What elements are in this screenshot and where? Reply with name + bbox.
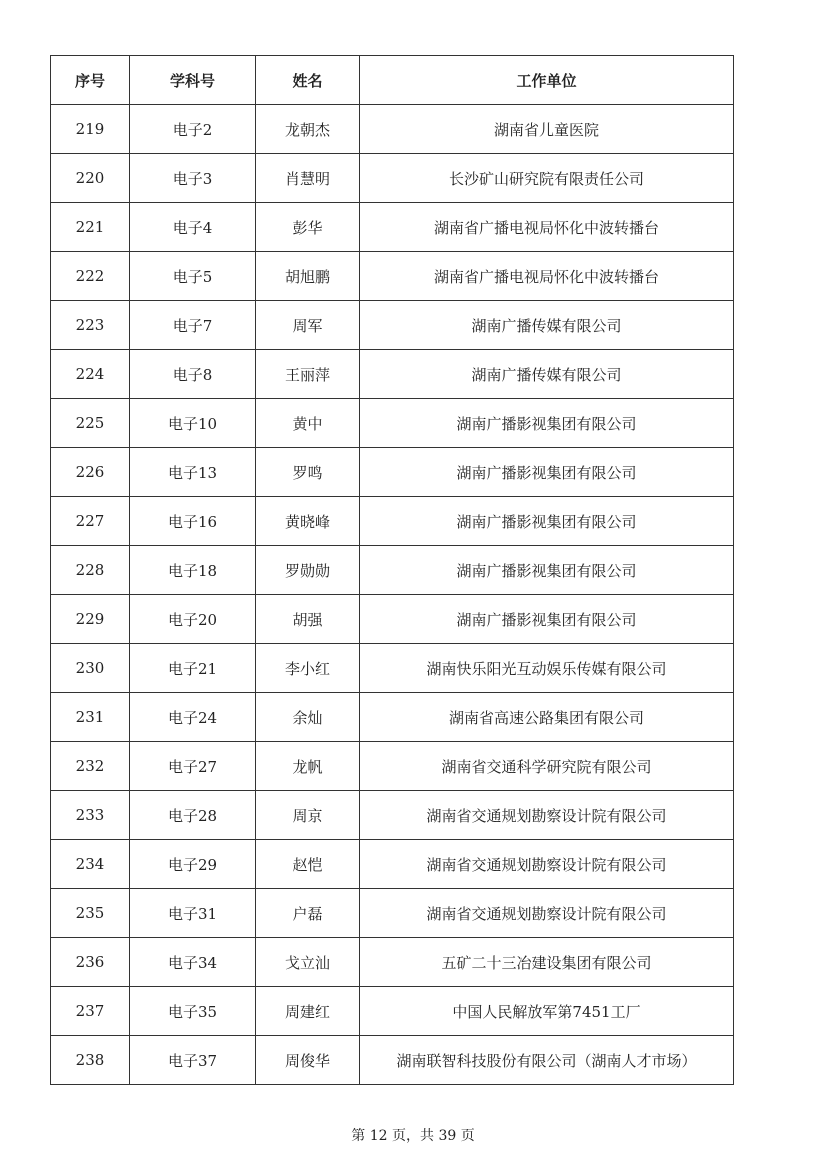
cell-seq: 231 (51, 693, 130, 742)
cell-name: 周建红 (256, 987, 360, 1036)
cell-name: 罗勋勋 (256, 546, 360, 595)
cell-subject-no: 电子24 (130, 693, 256, 742)
personnel-table (50, 55, 734, 1085)
cell-seq: 230 (51, 644, 130, 693)
cell-name: 周军 (256, 301, 360, 350)
cell-name: 王丽萍 (256, 350, 360, 399)
table-row (51, 546, 734, 595)
table-row (51, 938, 734, 987)
cell-seq: 227 (51, 497, 130, 546)
cell-subject-no: 电子10 (130, 399, 256, 448)
table-row (51, 987, 734, 1036)
header-seq: 序号 (51, 56, 130, 105)
cell-name: 龙朝杰 (256, 105, 360, 154)
cell-name: 周俊华 (256, 1036, 360, 1085)
cell-name: 户磊 (256, 889, 360, 938)
cell-work-unit: 湖南省交通规划勘察设计院有限公司 (360, 840, 734, 889)
cell-work-unit: 湖南省儿童医院 (360, 105, 734, 154)
cell-work-unit: 湖南广播影视集团有限公司 (360, 399, 734, 448)
cell-name: 黄晓峰 (256, 497, 360, 546)
table-row (51, 595, 734, 644)
cell-name: 周京 (256, 791, 360, 840)
cell-name: 黄中 (256, 399, 360, 448)
cell-work-unit: 湖南快乐阳光互动娱乐传媒有限公司 (360, 644, 734, 693)
cell-seq: 220 (51, 154, 130, 203)
cell-seq: 237 (51, 987, 130, 1036)
cell-subject-no: 电子29 (130, 840, 256, 889)
cell-name: 胡强 (256, 595, 360, 644)
cell-subject-no: 电子18 (130, 546, 256, 595)
table-row (51, 693, 734, 742)
table-row (51, 252, 734, 301)
cell-subject-no: 电子27 (130, 742, 256, 791)
cell-name: 余灿 (256, 693, 360, 742)
cell-work-unit: 湖南省高速公路集团有限公司 (360, 693, 734, 742)
cell-subject-no: 电子3 (130, 154, 256, 203)
cell-work-unit: 长沙矿山研究院有限责任公司 (360, 154, 734, 203)
cell-seq: 233 (51, 791, 130, 840)
table-header-row (51, 56, 734, 105)
table-row (51, 644, 734, 693)
header-work-unit: 工作单位 (360, 56, 734, 105)
table-row (51, 448, 734, 497)
cell-seq: 223 (51, 301, 130, 350)
cell-name: 胡旭鹏 (256, 252, 360, 301)
cell-subject-no: 电子31 (130, 889, 256, 938)
table-row (51, 1036, 734, 1085)
cell-seq: 219 (51, 105, 130, 154)
cell-subject-no: 电子28 (130, 791, 256, 840)
cell-subject-no: 电子37 (130, 1036, 256, 1085)
cell-work-unit: 湖南省交通规划勘察设计院有限公司 (360, 791, 734, 840)
cell-work-unit: 湖南广播影视集团有限公司 (360, 448, 734, 497)
cell-work-unit: 湖南省广播电视局怀化中波转播台 (360, 252, 734, 301)
cell-seq: 228 (51, 546, 130, 595)
cell-seq: 238 (51, 1036, 130, 1085)
cell-seq: 221 (51, 203, 130, 252)
cell-work-unit: 湖南广播传媒有限公司 (360, 350, 734, 399)
cell-seq: 232 (51, 742, 130, 791)
table-row (51, 791, 734, 840)
cell-name: 彭华 (256, 203, 360, 252)
cell-subject-no: 电子35 (130, 987, 256, 1036)
cell-subject-no: 电子5 (130, 252, 256, 301)
cell-seq: 235 (51, 889, 130, 938)
cell-work-unit: 湖南省广播电视局怀化中波转播台 (360, 203, 734, 252)
table-body (51, 105, 734, 1085)
cell-subject-no: 电子20 (130, 595, 256, 644)
table-row (51, 301, 734, 350)
table-row (51, 889, 734, 938)
table-row (51, 742, 734, 791)
table-row (51, 203, 734, 252)
cell-subject-no: 电子2 (130, 105, 256, 154)
cell-subject-no: 电子13 (130, 448, 256, 497)
cell-subject-no: 电子8 (130, 350, 256, 399)
cell-seq: 224 (51, 350, 130, 399)
cell-seq: 226 (51, 448, 130, 497)
cell-name: 戈立汕 (256, 938, 360, 987)
table-row (51, 350, 734, 399)
cell-work-unit: 湖南广播影视集团有限公司 (360, 595, 734, 644)
cell-work-unit: 湖南广播影视集团有限公司 (360, 546, 734, 595)
cell-name: 赵恺 (256, 840, 360, 889)
header-name: 姓名 (256, 56, 360, 105)
cell-work-unit: 湖南省交通科学研究院有限公司 (360, 742, 734, 791)
cell-subject-no: 电子21 (130, 644, 256, 693)
cell-seq: 225 (51, 399, 130, 448)
table-row (51, 497, 734, 546)
cell-work-unit: 湖南省交通规划勘察设计院有限公司 (360, 889, 734, 938)
cell-name: 李小红 (256, 644, 360, 693)
cell-work-unit: 湖南广播传媒有限公司 (360, 301, 734, 350)
cell-seq: 236 (51, 938, 130, 987)
cell-subject-no: 电子34 (130, 938, 256, 987)
cell-name: 龙帆 (256, 742, 360, 791)
cell-seq: 222 (51, 252, 130, 301)
table-row (51, 154, 734, 203)
cell-work-unit: 五矿二十三冶建设集团有限公司 (360, 938, 734, 987)
cell-work-unit: 湖南广播影视集团有限公司 (360, 497, 734, 546)
header-subject-no: 学科号 (130, 56, 256, 105)
cell-subject-no: 电子4 (130, 203, 256, 252)
cell-name: 肖慧明 (256, 154, 360, 203)
cell-work-unit: 湖南联智科技股份有限公司（湖南人才市场） (360, 1036, 734, 1085)
table-row (51, 105, 734, 154)
cell-work-unit: 中国人民解放军第7451工厂 (360, 987, 734, 1036)
cell-seq: 229 (51, 595, 130, 644)
cell-seq: 234 (51, 840, 130, 889)
table-row (51, 399, 734, 448)
cell-subject-no: 电子16 (130, 497, 256, 546)
page-number: 第 12 页，共 39 页 (351, 1128, 475, 1144)
cell-subject-no: 电子7 (130, 301, 256, 350)
table-row (51, 840, 734, 889)
cell-name: 罗鸣 (256, 448, 360, 497)
